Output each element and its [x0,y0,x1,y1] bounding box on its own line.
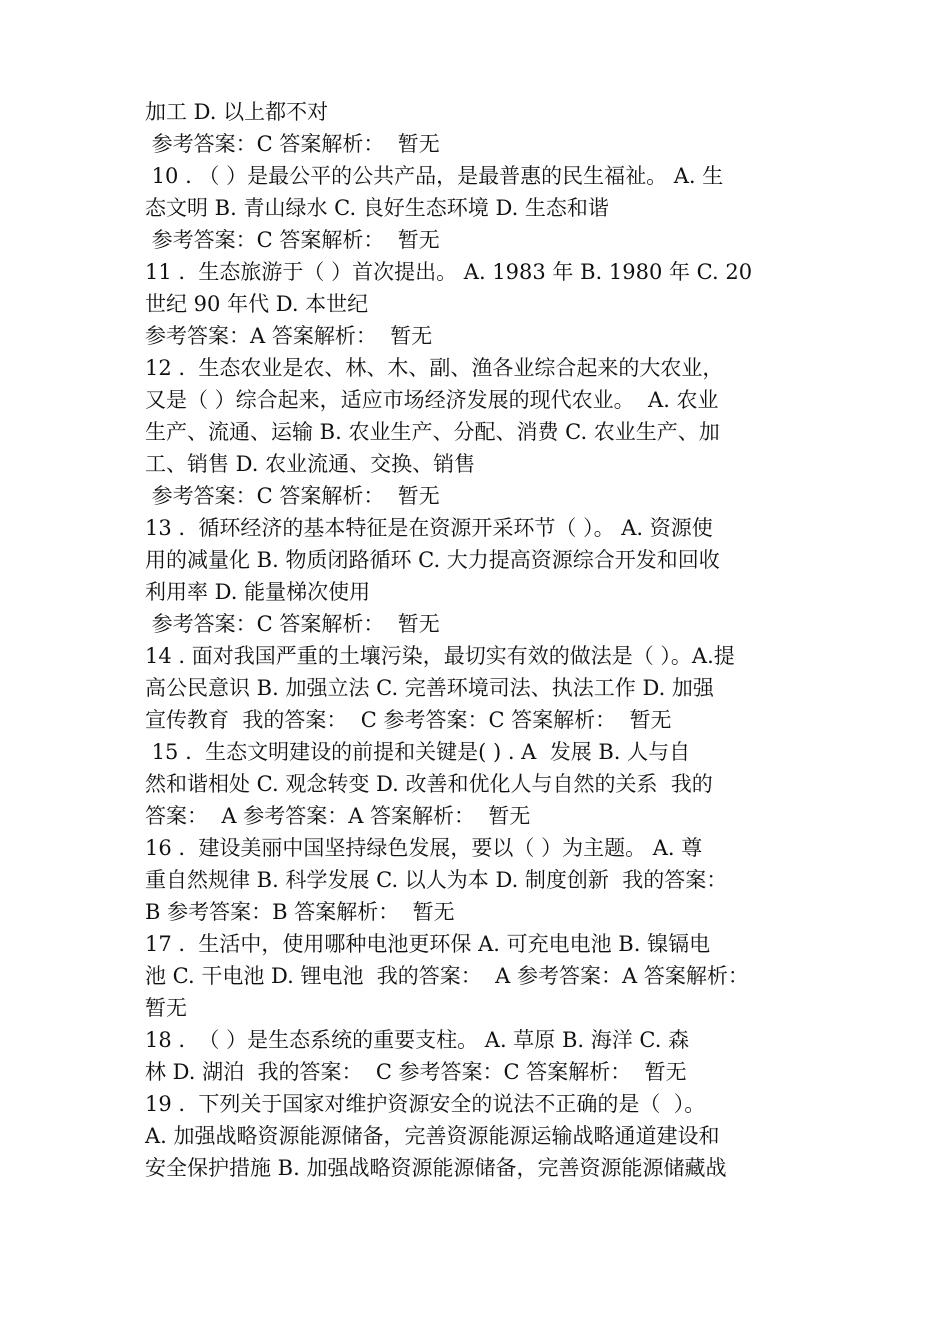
text-line: 17 . 生活中，使用哪种电池更环保 A. 可充电电池 B. 镍镉电 [145,932,711,956]
document-text [145,96,810,1184]
text-line: A. 加强战略资源能源储备，完善资源能源运输战略通道建设和 [145,1124,720,1148]
text-line: 19 . 下列关于国家对维护资源安全的说法不正确的是（ ）。 [145,1092,706,1116]
text-line: 高公民意识 B. 加强立法 C. 完善环境司法、执法工作 D. 加强 [145,676,714,700]
text-line: 重自然规律 B. 科学发展 C. 以人为本 D. 制度创新 我的答案： [145,868,728,892]
text-line: 13 . 循环经济的基本特征是在资源开采环节（ ）。 A. 资源使 [145,516,713,540]
text-line: 暂无 [145,996,187,1020]
text-line: 答案： A 参考答案：A 答案解析： 暂无 [145,804,531,828]
text-line: 参考答案：C 答案解析： 暂无 [145,484,440,508]
text-line: B 参考答案：B 答案解析： 暂无 [145,900,455,924]
text-line: 用的减量化 B. 物质闭路循环 C. 大力提高资源综合开发和回收 [145,548,720,572]
text-line: 安全保护措施 B. 加强战略资源能源储备，完善资源能源储藏战 [145,1156,727,1180]
text-line: 态文明 B. 青山绿水 C. 良好生态环境 D. 生态和谐 [145,196,609,220]
text-line: 10 . （ ）是最公平的公共产品，是最普惠的民生福祉。 A. 生 [145,164,724,188]
text-line: 参考答案：C 答案解析： 暂无 [145,132,440,156]
text-line: 16 . 建设美丽中国坚持绿色发展，要以（ ）为主题。 A. 尊 [145,836,703,860]
text-line: 参考答案：C 答案解析： 暂无 [145,612,440,636]
text-line: 宣传教育 我的答案： C 参考答案：C 答案解析： 暂无 [145,708,672,732]
text-line: 18 . （ ）是生态系统的重要支柱。 A. 草原 B. 海洋 C. 森 [145,1028,690,1052]
text-line: 参考答案：C 答案解析： 暂无 [145,228,440,252]
text-line: 11 . 生态旅游于（ ）首次提出。 A. 1983 年 B. 1980 年 C. 20 [145,260,753,284]
text-line: 又是（ ）综合起来，适应市场经济发展的现代农业。 A. 农业 [145,388,719,412]
text-line: 利用率 D. 能量梯次使用 [145,580,371,604]
text-line: 世纪 90 年代 D. 本世纪 [145,292,369,316]
text-line: 然和谐相处 C. 观念转变 D. 改善和优化人与自然的关系 我的 [145,772,713,796]
text-line: 生产、流通、运输 B. 农业生产、分配、消费 C. 农业生产、加 [145,420,720,444]
text-line: 工、销售 D. 农业流通、交换、销售 [145,452,476,476]
text-line: 参考答案：A 答案解析： 暂无 [145,324,433,348]
text-line: 15 . 生态文明建设的前提和关键是( ) . A 发展 B. 人与自 [145,740,691,764]
text-line: 14 . 面对我国严重的土壤污染，最切实有效的做法是（ ）。A.提 [145,644,735,668]
text-line: 12 . 生态农业是农、林、木、副、渔各业综合起来的大农业， [145,356,724,380]
text-line: 池 C. 干电池 D. 锂电池 我的答案： A 参考答案：A 答案解析： [145,964,749,988]
text-line: 加工 D. 以上都不对 [145,100,329,124]
text-line: 林 D. 湖泊 我的答案： C 参考答案：C 答案解析： 暂无 [145,1060,687,1084]
